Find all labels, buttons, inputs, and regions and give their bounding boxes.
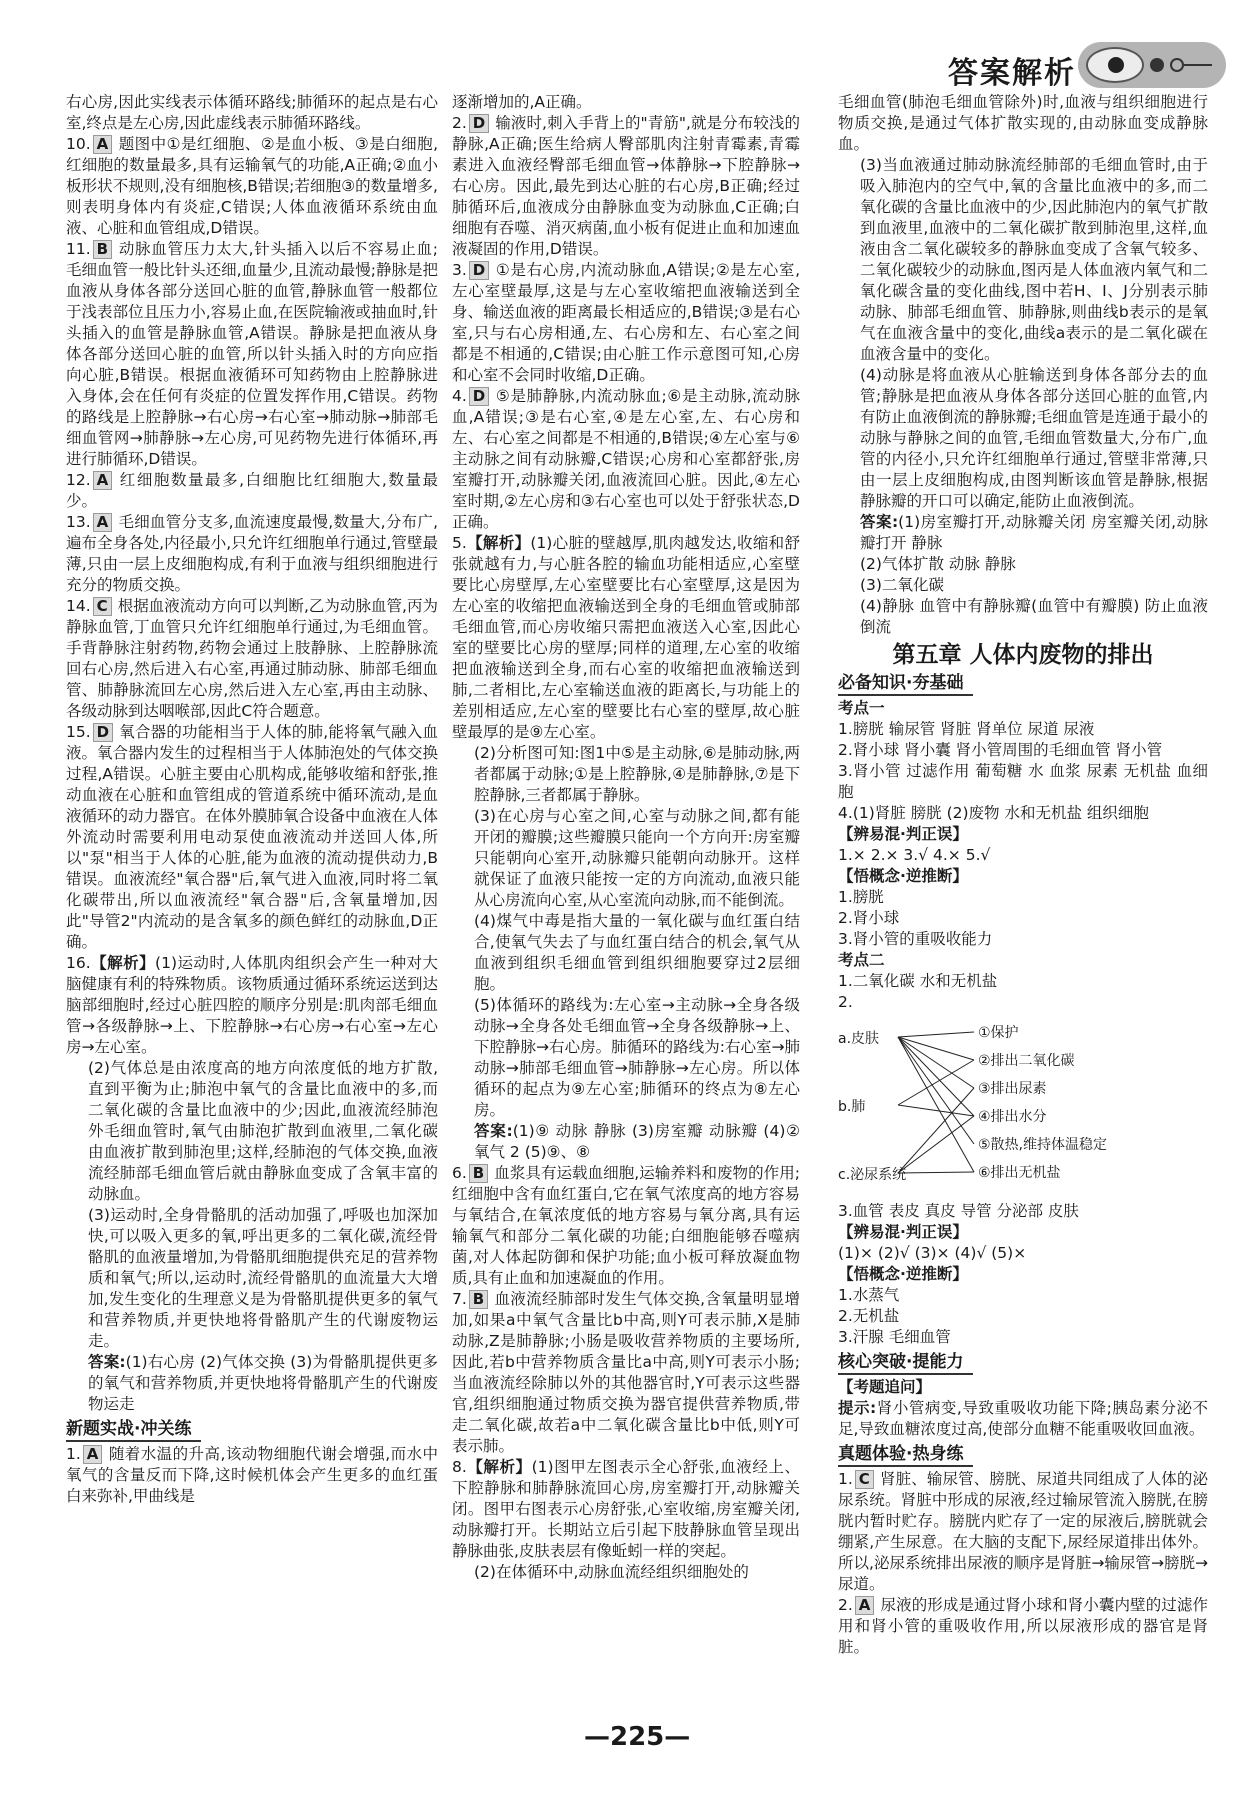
paragraph-text: (1)房室瓣打开,动脉瓣关闭 房室瓣关闭,动脉瓣打开 静脉: [860, 513, 1208, 552]
section-title: 必备知识·夯基础: [838, 673, 973, 696]
subheading: 【辨易混·判正误】: [838, 825, 968, 843]
diagram-right-label: ①保护: [978, 1025, 1019, 1041]
section-heading: [838, 669, 1208, 698]
answer-badge: A: [83, 1445, 103, 1464]
question-number: 16.: [66, 954, 91, 972]
text-block: [838, 719, 1208, 740]
text-block: [838, 1327, 1208, 1348]
column-2: [452, 92, 800, 1583]
text-block: [66, 596, 438, 722]
subheading: 【悟概念·逆推断】: [838, 1265, 968, 1283]
paragraph-text: 4.(1)肾脏 膀胱 (2)废物 水和无机盐 组织细胞: [838, 804, 1149, 822]
diagram-right-label: ⑤散热,维持体温稳定: [978, 1137, 1108, 1153]
question-number: 2.: [452, 114, 467, 132]
text-block: [838, 554, 1208, 575]
bold-label: 提示:: [838, 1399, 877, 1417]
text-block: [452, 92, 800, 113]
answer-badge: B: [93, 240, 112, 259]
paragraph-text: ⑤是肺静脉,内流动脉血;⑥是主动脉,流动脉血,A错误;③是右心室,④是左心室,左、右心房和左、右心室之间都是不相通的,B错误;④左心室与⑥主动脉之间有动脉瓣,C错误;心房和心室都舒张,房室瓣打开,动脉瓣关闭,血液流回心脏。因此,④左心室时期,②左心房和③右心室也可以处于舒张状态,D正确。: [452, 387, 800, 531]
paragraph-text: 随着水温的升高,该动物细胞代谢会增强,而水中氧气的含量反而下降,这时候机体会产生更多的血红蛋白来弥补,甲曲线是: [66, 1445, 438, 1505]
question-number: 1.: [838, 1470, 853, 1488]
text-block: [452, 1163, 800, 1289]
text-block: [452, 911, 800, 995]
bold-label: 【解析】: [90, 954, 156, 972]
answer-badge: A: [855, 1596, 875, 1615]
connector-line: [898, 1172, 974, 1173]
paragraph-text: 2.无机盐: [838, 1307, 900, 1325]
answer-badge: A: [93, 135, 113, 154]
section-title: 核心突破·提能力: [838, 1352, 973, 1375]
text-block: [838, 512, 1208, 554]
question-number: 14.: [66, 597, 91, 615]
page-number: —225—: [584, 1722, 691, 1752]
paragraph-text: 红细胞数量最多,白细胞比红细胞大,数量最少。: [66, 471, 438, 510]
paragraph-text: (3)运动时,全身骨骼肌的活动加强了,呼吸也加深加快,可以吸入更多的氧,呼出更多的二氧化碳,流经骨骼肌的血液量增加,为骨骼肌细胞提供充足的营养物质和氧气;所以,运动时,流经骨骼肌的血流量大大增加,发生变化的生理意义是为骨骼肌提供更多的氧气和营养物质,并更快地将骨骼肌产生的代谢废物运走。: [88, 1206, 438, 1350]
text-block: [452, 1289, 800, 1457]
column-3: [838, 92, 1208, 1658]
paragraph-text: 2.: [838, 993, 853, 1011]
paragraph-text: (2)分析图可知:图1中⑤是主动脉,⑥是肺动脉,两者都属于动脉;①是上腔静脉,④是肺静脉,⑦是下腔静脉,三者都属于静脉。: [474, 744, 800, 804]
answer-badge: D: [469, 261, 489, 280]
subheading: 【考题追问】: [838, 1378, 932, 1396]
text-block: [66, 470, 438, 512]
diagram-right-label: ②排出二氧化碳: [978, 1053, 1075, 1069]
text-block: [838, 803, 1208, 824]
text-block: [838, 1306, 1208, 1327]
text-block: [838, 992, 1208, 1013]
paragraph-text: 输液时,刺入手背上的"青筋",就是分布较浅的静脉,A正确;医生给病人臀部肌肉注射青霉素,青霉素进入血液经臀部毛细血管→体静脉→下腔静脉→右心房。因此,最先到达心脏的右心房,B正确;经过肺循环后,血液成分由静脉血变为动脉血,C正确;白细胞有吞噬、消灭病菌,血小板有促进止血和加速血液凝固的作用,D错误。: [452, 114, 800, 258]
text-block: [66, 953, 438, 1058]
paragraph-text: 毛细血管(肺泡毛细血管除外)时,血液与组织细胞进行物质交换,是通过气体扩散实现的,由动脉血变成静脉血。: [838, 93, 1208, 153]
connector-line: [898, 1105, 974, 1116]
answer-badge: D: [469, 387, 489, 406]
paragraph-text: (1)心脏的壁越厚,肌肉越发达,收缩和舒张就越有力,与心脏各腔的输血功能相适应,心室壁要比心房壁厚,左心室壁要比右心室壁厚,这是因为左心室的收缩把血液输送到全身的毛细血管或肺部毛细血管,而心房收缩只需把血液送入心室,因此心室的壁要比心房的壁厚;同样的道理,左心室的收缩把血液输送到全身,而右心室的收缩把血液输送到肺,二者相比,左心室输送血液的距离长,与功能上的差别相适应,左心室的壁要比右心室的壁厚,故心脏壁最厚的是⑨左心室。: [452, 534, 800, 741]
paragraph-text: 血浆具有运载血细胞,运输养料和废物的作用;红细胞中含有血红蛋白,它在氧气浓度高的地方容易与氧结合,在氧浓度低的地方容易与氧分离,具有运输氧气和部分二氧化碳的功能;白细胞能够吞噬病菌,对人体起防御和保护功能;血小板可释放凝血物质,具有止血和加速凝血的作用。: [452, 1164, 800, 1287]
text-block: [66, 239, 438, 470]
paragraph-text: 尿液的形成是通过肾小球和肾小囊内壁的过滤作用和肾小管的重吸收作用,所以尿液形成的器官是肾脏。: [838, 1596, 1208, 1656]
excretion-diagram: [838, 1019, 1208, 1195]
text-block: [838, 1595, 1208, 1658]
paragraph-text: 肾小管病变,导致重吸收功能下降;胰岛素分泌不足,导致血糖浓度过高,使部分血糖不能重吸收回血液。: [838, 1399, 1209, 1438]
subheading: 【悟概念·逆推断】: [838, 867, 968, 885]
paragraph-text: (4)动脉是将血液从心脏输送到身体各部分去的血管;静脉是把血液从身体各部分送回心脏的血管,内有防止血液倒流的静脉瓣;毛细血管是连通于最小的动脉与静脉之间的血管,毛细血管数量大,分布广,血管的内径小,只允许红细胞单行通过,管壁非常薄,只由一层上皮细胞构成,由图判断该血管是静脉,根据静脉瓣的开口可以确定,能防止血液倒流。: [860, 366, 1208, 510]
paragraph-text: 3.肾小管 过滤作用 葡萄糖 水 血浆 尿素 无机盐 血细胞: [838, 762, 1208, 801]
answer-badge: B: [469, 1290, 488, 1309]
paragraph-text: 1.膀胱 输尿管 肾脏 肾单位 尿道 尿液: [838, 720, 1095, 738]
diagram-right-label: ⑥排出无机盐: [978, 1165, 1061, 1181]
bold-label: 答案:: [860, 513, 899, 531]
section-title: 新题实战·冲关练: [66, 1419, 201, 1442]
paragraph-text: 2.肾小球: [838, 909, 900, 927]
diagram-left-label: a.皮肤: [838, 1031, 880, 1047]
text-block: [838, 908, 1208, 929]
question-number: 10.: [66, 135, 91, 153]
text-block: [452, 1121, 800, 1163]
paragraph-text: (1)运动时,人体肌肉组织会产生一种对大脑健康有利的特殊物质。该物质通过循环系统运送到达脑部细胞时,经过心脏四腔的顺序分别是:肌肉部毛细血管→各级静脉→上、下腔静脉→右心房→右心室→左心房→左心室。: [66, 954, 439, 1056]
question-number: 5.: [452, 534, 467, 552]
text-block: [452, 533, 800, 743]
text-block: [66, 134, 438, 239]
connector-line: [898, 1032, 974, 1037]
question-number: 12.: [66, 471, 91, 489]
text-block: [838, 92, 1208, 155]
question-number: 4.: [452, 387, 467, 405]
question-number: 7.: [452, 1290, 467, 1308]
diagram-left-label: b.肺: [838, 1099, 866, 1115]
text-block: [66, 92, 438, 134]
text-block: [838, 740, 1208, 761]
bold-label: 答案:: [88, 1353, 126, 1371]
section-title: 真题体验·热身练: [838, 1444, 973, 1467]
section-heading: [838, 1348, 1208, 1377]
subheading: 考点二: [838, 951, 885, 969]
connector-line: [898, 1088, 974, 1173]
text-block: [66, 1205, 438, 1352]
text-block: [838, 575, 1208, 596]
text-block: [838, 887, 1208, 908]
text-block: [838, 1285, 1208, 1306]
text-block: [838, 365, 1208, 512]
question-number: 1.: [66, 1445, 81, 1463]
paragraph-text: (2)气体扩散 动脉 静脉: [860, 555, 1016, 573]
paragraph-text: 右心房,因此实线表示体循环路线;肺循环的起点是右心室,终点是左心房,因此虚线表示肺循环路线。: [66, 93, 438, 132]
text-block: [838, 971, 1208, 992]
connector-line: [898, 1116, 974, 1173]
answer-badge: A: [93, 513, 113, 532]
paragraph-text: ①是右心房,内流动脉血,A错误;②是左心室,左心室壁最厚,这是与左心室收缩把血液输送到全身、输送血液的距离最长相适应的,B错误;③是右心室,只与右心房相通,左、右心房和左、右心室之间都是不相通的,C错误;由心脏工作示意图可知,心房和心室不会同时收缩,D正确。: [452, 261, 800, 384]
answer-badge: C: [855, 1470, 874, 1489]
text-block: [66, 722, 438, 953]
column-1: [66, 92, 438, 1507]
paragraph-text: (4)静脉 血管中有静脉瓣(血管中有瓣膜) 防止血液倒流: [860, 597, 1208, 636]
question-number: 2.: [838, 1596, 853, 1614]
text-block: [838, 1201, 1208, 1222]
answer-badge: C: [93, 597, 112, 616]
paragraph-text: 毛细血管分支多,血流速度最慢,数量大,分布广,遍布全身各处,内径最小,只允许红细胞单行通过,管壁最薄,只由一层上皮细胞构成,有利于血液与组织细胞进行充分的物质交换。: [66, 513, 438, 594]
text-block: [838, 761, 1208, 803]
paragraph-text: (2)气体总是由浓度高的地方向浓度低的地方扩散,直到平衡为止;肺泡中氧气的含量比血液中的多,而二氧化碳的含量比血液中的少;因此,血液流经肺泡外毛细血管时,氧气由肺泡扩散到血液里,二氧化碳由血液扩散到肺泡里;这样,经肺泡的气体交换,血液流经肺部毛细血管后就由静脉血变成了含氧丰富的动脉血。: [88, 1059, 438, 1203]
answer-badge: B: [469, 1164, 488, 1183]
paragraph-text: (3)二氧化碳: [860, 576, 944, 594]
paragraph-text: 1.× 2.× 3.√ 4.× 5.√: [838, 846, 991, 864]
paragraph-text: (2)在体循环中,动脉血流经组织细胞处的: [474, 1563, 749, 1581]
text-block: [452, 806, 800, 911]
text-block: [66, 512, 438, 596]
paragraph-text: 2.肾小球 肾小囊 肾小管周围的毛细血管 肾小管: [838, 741, 1163, 759]
paragraph-text: 3.肾小管的重吸收能力: [838, 930, 993, 948]
question-number: 3.: [452, 261, 467, 279]
answer-badge: A: [93, 471, 113, 490]
paragraph-text: (1)图甲左图表示全心舒张,血液经上、下腔静脉和肺静脉流回心房,房室瓣打开,动脉瓣关闭。图甲右图表示心房舒张,心室收缩,房室瓣关闭,动脉瓣打开。长期站立后引起下肢静脉血管呈现出静脉曲张,皮肤表层有像蚯蚓一样的突起。: [452, 1458, 800, 1560]
bold-label: 【解析】: [466, 534, 531, 552]
question-number: 13.: [66, 513, 91, 531]
text-block: [838, 1398, 1208, 1440]
paragraph-text: 1.膀胱: [838, 888, 884, 906]
header-title: 答案解析: [948, 56, 1076, 91]
paragraph-text: 根据血液流动方向可以判断,乙为动脉血管,丙为静脉血管,丁血管只允许红细胞单行通过,为毛细血管。手背静脉注射药物,药物会通过上肢静脉、上腔静脉流回右心房,然后进入右心室,再通过肺动脉、肺部毛细血管、肺静脉流回左心房,然后进入左心室,再由主动脉、各级动脉到达咽喉部,因此C符合题意。: [66, 597, 438, 720]
paragraph-text: (1)× (2)√ (3)× (4)√ (5)×: [838, 1244, 1027, 1262]
bold-label: 【解析】: [466, 1458, 532, 1476]
text-block: [452, 743, 800, 806]
subheading: 考点一: [838, 699, 885, 717]
text-block: [838, 1243, 1208, 1264]
paragraph-text: 题图中①是红细胞、②是血小板、③是白细胞,红细胞的数量最多,具有运输氧气的功能,A正确;②血小板形状不规则,没有细胞核,B错误;若细胞③的数量增多,则表明身体内有炎症,C错误;人体血液循环系统由血液、心脏和血管组成,D错误。: [66, 135, 438, 237]
paragraph-text: (1)⑨ 动脉 静脉 (3)房室瓣 动脉瓣 (4)② 氧气 2 (5)⑨、⑧: [474, 1122, 801, 1161]
text-block: [452, 260, 800, 386]
text-block: [66, 1352, 438, 1415]
paragraph-text: 氧合器的功能相当于人体的肺,能将氧气融入血液。氧合器内发生的过程相当于人体肺泡处的气体交换过程,A错误。心脏主要由心肌构成,能够收缩和舒张,推动血液在心脏和血管组成的管道系统中循环流动,是血液循环的动力器官。在体外膜肺氧合设备中血液在人体外流动时需要利用电动泵使血液流动并送回人体,所以"泵"相当于人体的心脏,能为血液的流动提供动力,B错误。血液流经"氧合器"后,氧气进入血液,同时将二氧化碳带出,所以血液流经"氧合器"后,含氧量增加,因此"导管2"内流动的是含氧多的颜色鲜红的动脉血,D正确。: [66, 723, 439, 951]
answer-badge: D: [93, 723, 113, 742]
paragraph-text: (3)当血液通过肺动脉流经肺部的毛细血管时,由于吸入肺泡内的空气中,氧的含量比血液中的多,而二氧化碳的含量比血液中的少,因此肺泡内的氧气扩散到血液里,血液中的二氧化碳扩散到肺泡里,这样,血液由含二氧化碳较多的静脉血变成了含氧气较多、二氧化碳较少的动脉血,图丙是人体血液内氧气和二氧化碳含量的变化曲线,图中若H、I、J分别表示肺动脉、肺部毛细血管、肺静脉,则曲线b表示的是氧气在血液含量中的变化,曲线a表示的是二氧化碳在血液含量中的变化。: [860, 156, 1208, 363]
section-heading: [66, 1415, 438, 1444]
paragraph-text: 逐渐增加的,A正确。: [452, 93, 592, 111]
text-block: [452, 386, 800, 533]
text-block: [452, 1457, 800, 1562]
text-block: [838, 929, 1208, 950]
paragraph-text: (4)煤气中毒是指大量的一氧化碳与血红蛋白结合,使氧气失去了与血红蛋白结合的机会,氧气从血液到组织毛细血管到组织细胞要穿过2层细胞。: [474, 912, 800, 993]
paragraph-text: (3)在心房与心室之间,心室与动脉之间,都有能开闭的瓣膜;这些瓣膜只能向一个方向开:房室瓣只能朝向心室开,动脉瓣只能朝向动脉开。这样就保证了血液只能按一定的方向流动,血液只能从心房流向心室,从心室流向动脉,而不能倒流。: [474, 807, 800, 909]
question-number: 15.: [66, 723, 91, 741]
question-number: 6.: [452, 1164, 467, 1182]
paragraph-text: 3.血管 表皮 真皮 导管 分泌部 皮肤: [838, 1202, 1079, 1220]
diagram-right-label: ④排出水分: [978, 1109, 1047, 1125]
connector-line: [898, 1037, 974, 1088]
question-number: 11.: [66, 240, 91, 258]
paragraph-text: 动脉血管压力太大,针头插入以后不容易止血;毛细血管一般比针头还细,血量少,且流动最慢;静脉是把血液从身体各部分送回心脏的血管,静脉血管一般都位于浅表部位且压力小,容易止血,在医院输液或抽血时,针头插入的血管是静脉血管,A错误。静脉是把血液从身体各部分送回心脏的血管,所以针头插入时的方向应指向心脏,B错误。根据血液循环可知药物由上腔静脉进入身体,会在任何有炎症的位置发挥作用,C错误。药物的路线是上腔静脉→右心房→右心室→肺动脉→肺部毛细血管网→肺静脉→左心房,可见药物先进行体循环,再进行肺循环,D错误。: [66, 240, 438, 468]
paragraph-text: 肾脏、输尿管、膀胱、尿道共同组成了人体的泌尿系统。肾脏中形成的尿液,经过输尿管流入膀胱,在膀胱内暂时贮存。膀胱内贮存了一定的尿液后,膀胱就会绷紧,产生尿意。在大脑的支配下,尿经尿道排出体外。所以,泌尿系统排出尿液的顺序是肾脏→输尿管→膀胱→尿道。: [838, 1470, 1208, 1593]
text-block: [838, 1469, 1208, 1595]
question-number: 8.: [452, 1458, 467, 1476]
connector-line: [898, 1060, 974, 1105]
text-block: [452, 995, 800, 1121]
text-block: [452, 113, 800, 260]
subheading: 【辨易混·判正误】: [838, 1223, 968, 1241]
text-block: [838, 845, 1208, 866]
text-block: [838, 596, 1208, 638]
chapter-title: 第五章 人体内废物的排出: [892, 641, 1154, 668]
text-block: [66, 1058, 438, 1205]
paragraph-text: (1)右心房 (2)气体交换 (3)为骨骼肌提供更多的氧气和营养物质,并更快地将骨骼肌产生的代谢废物运走: [88, 1353, 438, 1413]
connector-line: [898, 1037, 974, 1144]
section-heading: [838, 1440, 1208, 1469]
diagram-left-label: c.泌尿系统: [838, 1167, 907, 1183]
paragraph-text: (5)体循环的路线为:左心室→主动脉→全身各级动脉→全身各处毛细血管→全身各级静脉→上、下腔静脉→右心房。肺循环的路线为:右心室→肺动脉→肺部毛细血管→肺静脉→左心房。所以体循环的起点为⑨左心室;肺循环的终点为⑧左心房。: [474, 996, 800, 1119]
diagram-right-label: ③排出尿素: [978, 1081, 1047, 1097]
text-block: [838, 155, 1208, 365]
text-block: [66, 1444, 438, 1507]
paragraph-text: 3.汗腺 毛细血管: [838, 1328, 951, 1346]
paragraph-text: 1.二氧化碳 水和无机盐: [838, 972, 998, 990]
paragraph-text: 血液流经肺部时发生气体交换,含氧量明显增加,如果a中氧气含量比b中高,则Y可表示肺,X是肺动脉,Z是肺静脉;小肠是吸收营养物质的主要场所,因此,若b中营养物质含量比a中高,则Y可表示小肠;当血液流经除肺以外的其他器官时,Y可表示这些器官,组织细胞通过物质交换为器官提供营养物质,带走二氧化碳,故若a中二氧化碳含量比b中低,则Y可表示肺。: [452, 1290, 800, 1455]
paragraph-text: 1.水蒸气: [838, 1286, 900, 1304]
eye-logo-icon: [1078, 42, 1226, 88]
text-block: [452, 1562, 800, 1583]
answer-badge: D: [469, 114, 489, 133]
bold-label: 答案:: [474, 1122, 513, 1140]
